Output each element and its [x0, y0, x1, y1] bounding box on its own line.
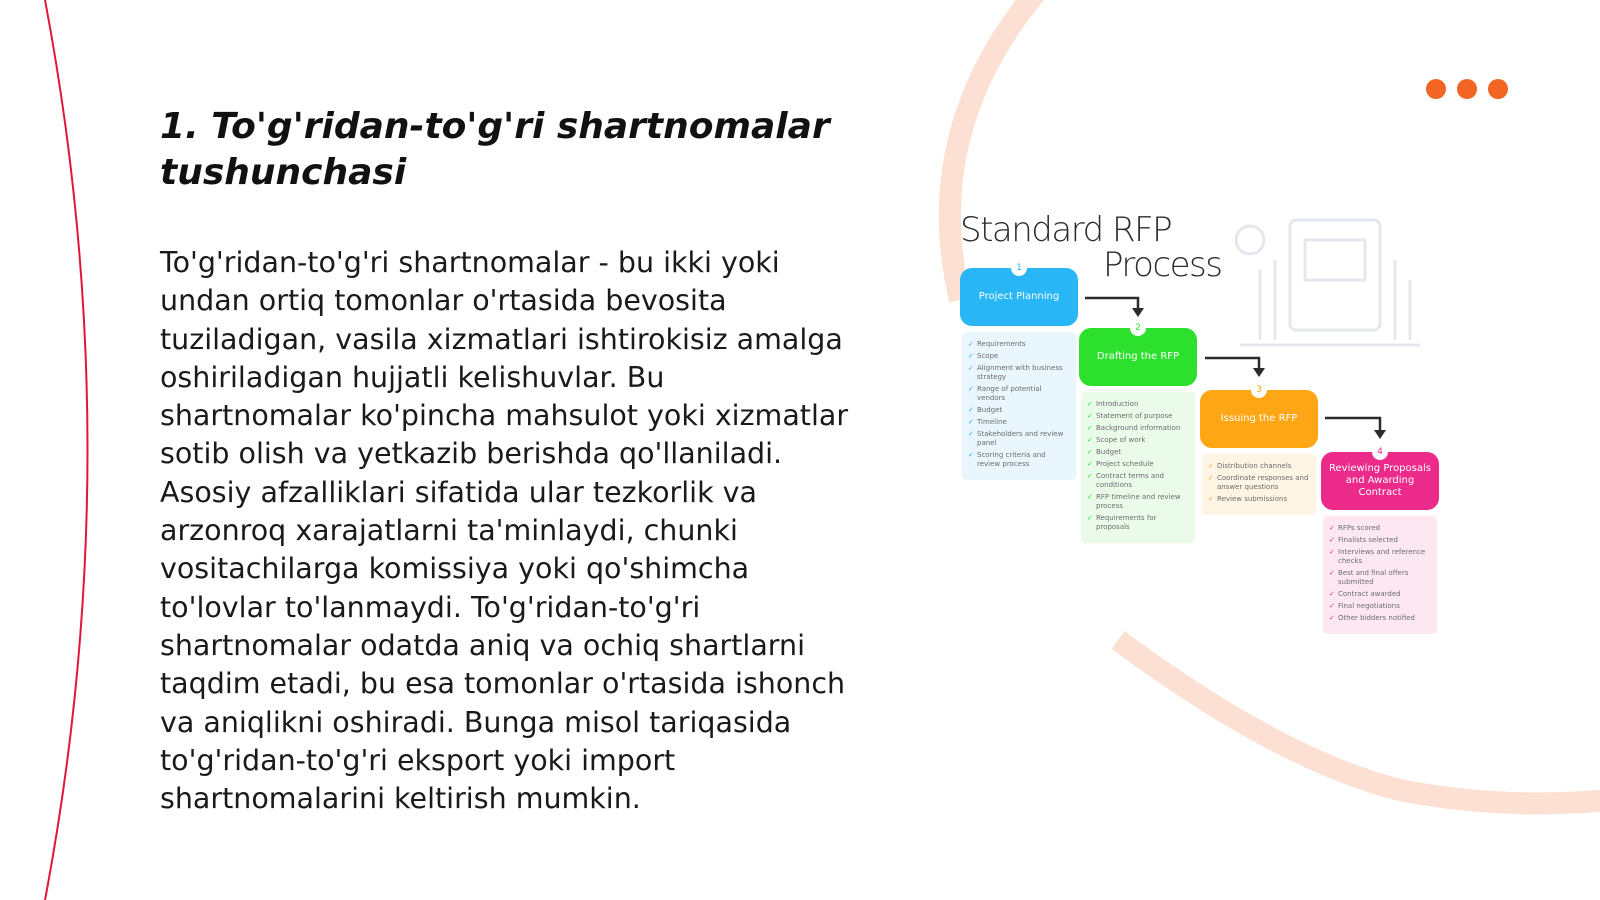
checklist-item: ✓ Statement of purpose — [1087, 412, 1189, 421]
checklist-item: ✓ Project schedule — [1087, 460, 1189, 469]
checklist-item: ✓ Best and final offers submitted — [1329, 569, 1431, 587]
step-number: 1 — [1011, 260, 1027, 276]
checklist-item: ✓ Coordinate responses and answer questions — [1208, 474, 1310, 492]
rfp-title-line1: Standard RFP — [960, 210, 1172, 250]
step-label: Project Planning — [978, 291, 1060, 302]
checklist-item: ✓ Scope — [968, 352, 1070, 361]
checklist-item: ✓ Interviews and reference checks — [1329, 548, 1431, 566]
dot — [1488, 79, 1508, 99]
step-number: 4 — [1372, 444, 1388, 460]
arrow-icon — [1205, 358, 1259, 372]
checklist-item: ✓ RFPs scored — [1329, 524, 1431, 533]
checklist-item: ✓ Introduction — [1087, 400, 1189, 409]
checklist-item: ✓ Final negotiations — [1329, 602, 1431, 611]
step-label: Issuing the RFP — [1220, 413, 1298, 424]
checklist-item: ✓ Contract awarded — [1329, 590, 1431, 599]
step-label: Reviewing Proposals and Awarding Contract — [1329, 463, 1431, 498]
checklist-item: ✓ Contract terms and conditions — [1087, 472, 1189, 490]
slide-body-text: To'g'ridan-to'g'ri shartnomalar - bu ikki yoki undan ortiq tomonlar o'rtasida bevosita tuziladigan, vasila xizmatlari ishtirokisiz amalga oshiriladigan hujjatli kelishuvlar. Bu shartnomalar ko'pincha mahsulot yoki xizmatlar sotib olish va yetkazib berishda qo'llaniladi. Asosiy afzalliklari sifatida ular tezkorlik va arzonroq xarajatlarni ta'minlaydi, chunki vositachilarga komissiya yoki qo'shimcha to'lovlar to'lanmaydi. To'g'ridan-to'g'ri shartnomalar odatda aniq va ochiq shartlarni taqdim etadi, bu esa tomonlar o'rtasida ishonch va aniqlikni oshiradi. Bunga misol tariqasida to'g'ridan-to'g'ri eksport yoki import shartnomalarini keltirish mumkin. — [160, 246, 849, 816]
checklist-item: ✓ RFP timeline and review process — [1087, 493, 1189, 511]
checklist-item: ✓ Stakeholders and review panel — [968, 430, 1070, 448]
checklist-item: ✓ Distribution channels — [1208, 462, 1310, 471]
checklist-item: ✓ Scoring criteria and review process — [968, 451, 1070, 469]
checklist-item: ✓ Review submissions — [1208, 495, 1310, 504]
dot — [1426, 79, 1446, 99]
checklist-item: ✓ Budget — [1087, 448, 1189, 457]
checklist-item: ✓ Timeline — [968, 418, 1070, 427]
arrow-icon — [1085, 298, 1138, 312]
checklist-item: ✓ Requirements for proposals — [1087, 514, 1189, 532]
arrow-icon — [1325, 418, 1380, 434]
checklist-item: ✓ Budget — [968, 406, 1070, 415]
step-label: Drafting the RFP — [1096, 351, 1180, 362]
checklist-item: ✓ Range of potential vendors — [968, 385, 1070, 403]
step-number: 2 — [1130, 320, 1146, 336]
left-accent-curve — [45, 0, 88, 900]
rfp-process-image — [955, 200, 1445, 640]
checklist-item: ✓ Alignment with business strategy — [968, 364, 1070, 382]
checklist-item: ✓ Scope of work — [1087, 436, 1189, 445]
checklist-item: ✓ Requirements — [968, 340, 1070, 349]
decorative-arc-lower — [1118, 640, 1600, 803]
rfp-connector-arrows — [955, 200, 1445, 640]
step-number: 3 — [1251, 382, 1267, 398]
dot — [1457, 79, 1477, 99]
slide-title: 1. To'g'ridan-to'g'ri shartnomalar tushunchasi — [160, 106, 830, 193]
checklist-item: ✓ Other bidders notified — [1329, 614, 1431, 623]
more-dots-icon[interactable] — [1426, 79, 1508, 99]
checklist-item: ✓ Background information — [1087, 424, 1189, 433]
rfp-title-line2: Process — [1103, 245, 1222, 285]
checklist-item: ✓ Finalists selected — [1329, 536, 1431, 545]
